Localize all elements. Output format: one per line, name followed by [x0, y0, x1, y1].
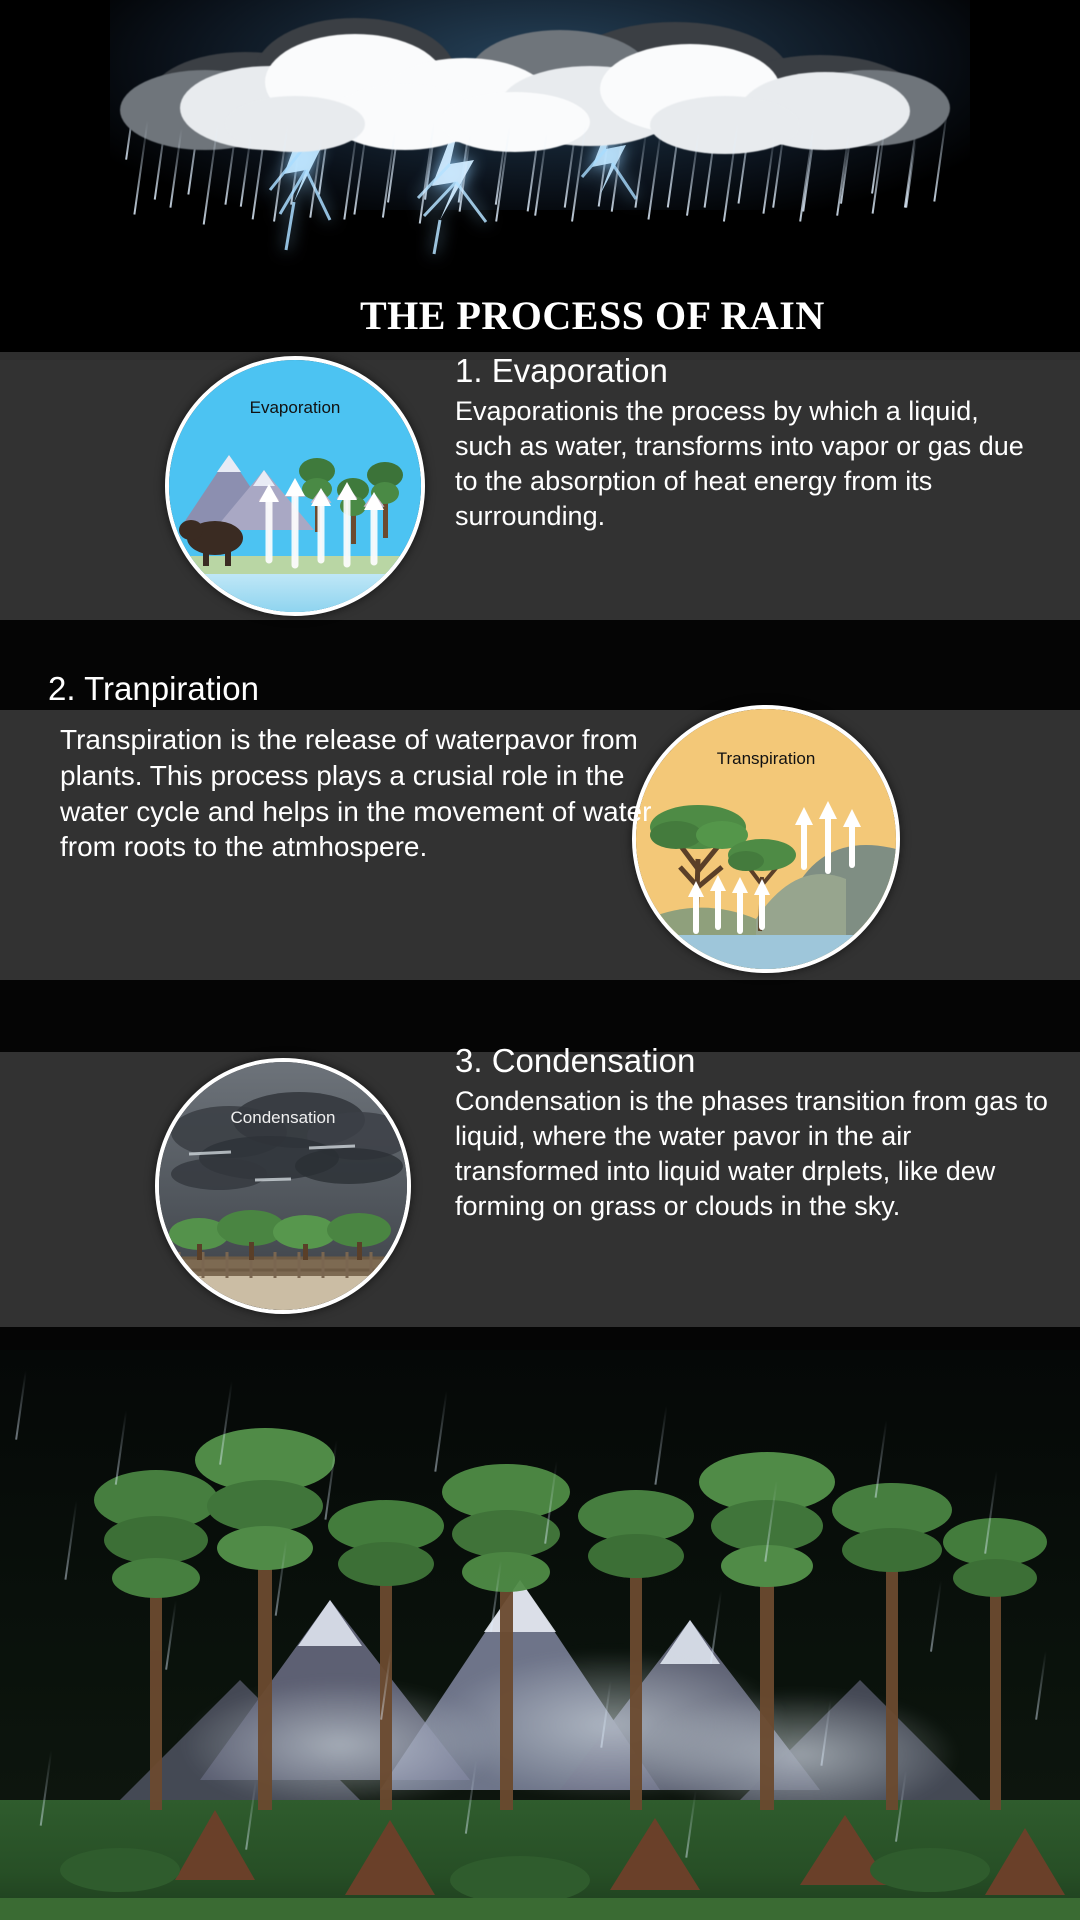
page-title: THE PROCESS OF RAIN	[360, 293, 825, 338]
section-evaporation	[455, 352, 1025, 534]
section-1-body: Evaporationis the process by which a liquid, such as water, transforms into vapor or gas due to the absorption of heat energy from its surrounding.	[455, 395, 1024, 532]
section-3-body: Condensation is the phases transition from gas to liquid, where the water pavor in the air transformed into liquid water drplets, like dew forming on grass or clouds in the sky.	[455, 1085, 1048, 1222]
forest-scene	[0, 1350, 1080, 1920]
section-1-heading: 1. Evaporation	[455, 352, 668, 389]
section-2-body: Transpiration is the release of waterpavor from plants. This process plays a crusial role in the water cycle and helps in the movement of water from roots to the atmhospere.	[60, 723, 652, 863]
condensation-illustration	[155, 1058, 411, 1314]
condensation-circle-label: Condensation	[230, 1108, 336, 1127]
section-condensation	[455, 1042, 1055, 1224]
evaporation-illustration	[165, 356, 425, 616]
section-2-heading: 2. Tranpiration	[48, 670, 259, 707]
evaporation-circle-label: Evaporation	[249, 398, 341, 417]
transpiration-circle-label: Transpiration	[716, 749, 816, 768]
section-3-heading: 3. Condensation	[455, 1042, 696, 1079]
section-transpiration	[48, 670, 688, 865]
